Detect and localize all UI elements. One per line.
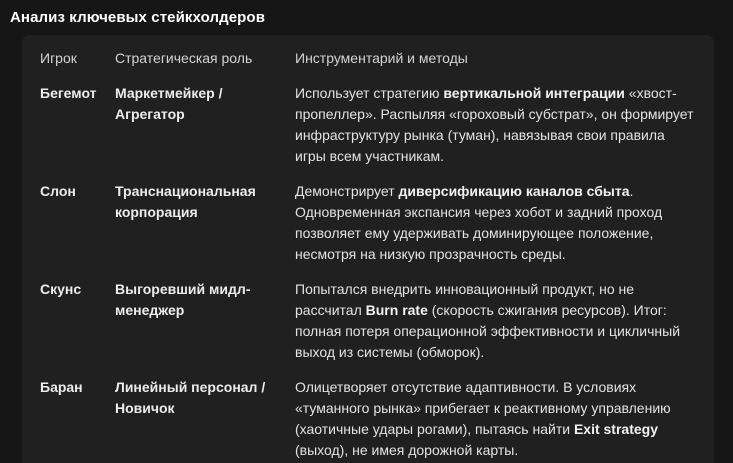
tools-text-after: (выход), не имея дорожной карты. xyxy=(295,442,519,458)
tools-text-before: Демонстрирует xyxy=(295,183,399,199)
tools-text-after: (скорость сжигания ресурсов). Итог: полная потеря операционной эффективности и цикличный выход из системы (обморок). xyxy=(295,302,681,360)
role-cell: Линейный персонал / Новичок xyxy=(115,379,266,416)
tools-bold-term: Exit strategy xyxy=(573,421,658,437)
role-cell: Выгоревший мидл-менеджер xyxy=(115,281,251,318)
tools-bold-term: Burn rate xyxy=(365,302,428,318)
tools-cell xyxy=(295,167,696,265)
player-cell: Слон xyxy=(40,183,76,199)
player-cell: Скунс xyxy=(40,281,82,297)
role-cell: Транснациональная корпорация xyxy=(115,183,256,220)
tools-text-before: Олицетворяет отсутствие адаптивности. В условиях «туманного рынка» прибегает к реактивному управлению (хаотичные удары рогами), пытаясь найти xyxy=(295,379,671,437)
page-title: Анализ ключевых стейкхолдеров xyxy=(10,9,266,26)
column-header-role: Стратегическая роль xyxy=(115,50,253,66)
tools-text-before: Использует стратегию xyxy=(295,85,444,101)
column-header-tools: Инструментарий и методы xyxy=(295,50,468,66)
tools-text-before: Попытался внедрить инновационный продукт, но не рассчитал xyxy=(295,281,635,318)
tools-text-after: «хвост-пропеллер». Распыляя «гороховый субстрат», он формирует инфраструктуру рынка (туман), навязывая свои правила игры всем участникам. xyxy=(295,85,694,164)
stakeholder-table-card xyxy=(22,35,714,463)
stakeholder-table xyxy=(40,48,696,461)
tools-cell xyxy=(295,69,696,167)
tools-cell xyxy=(295,363,696,461)
player-cell: Бегемот xyxy=(40,85,97,101)
player-cell: Баран xyxy=(40,379,83,395)
tools-cell xyxy=(295,265,696,363)
tools-text-after: . Одновременная экспансия через хобот и задний проход позволяет ему удерживать доминирующее положение, несмотря на низкую прозрачность среды. xyxy=(295,183,663,262)
column-header-player: Игрок xyxy=(40,50,77,66)
role-cell: Маркетмейкер / Агрегатор xyxy=(115,85,223,122)
tools-bold-term: вертикальной интеграции xyxy=(443,85,625,101)
tools-bold-term: диверсификацию каналов сбыта xyxy=(398,183,630,199)
